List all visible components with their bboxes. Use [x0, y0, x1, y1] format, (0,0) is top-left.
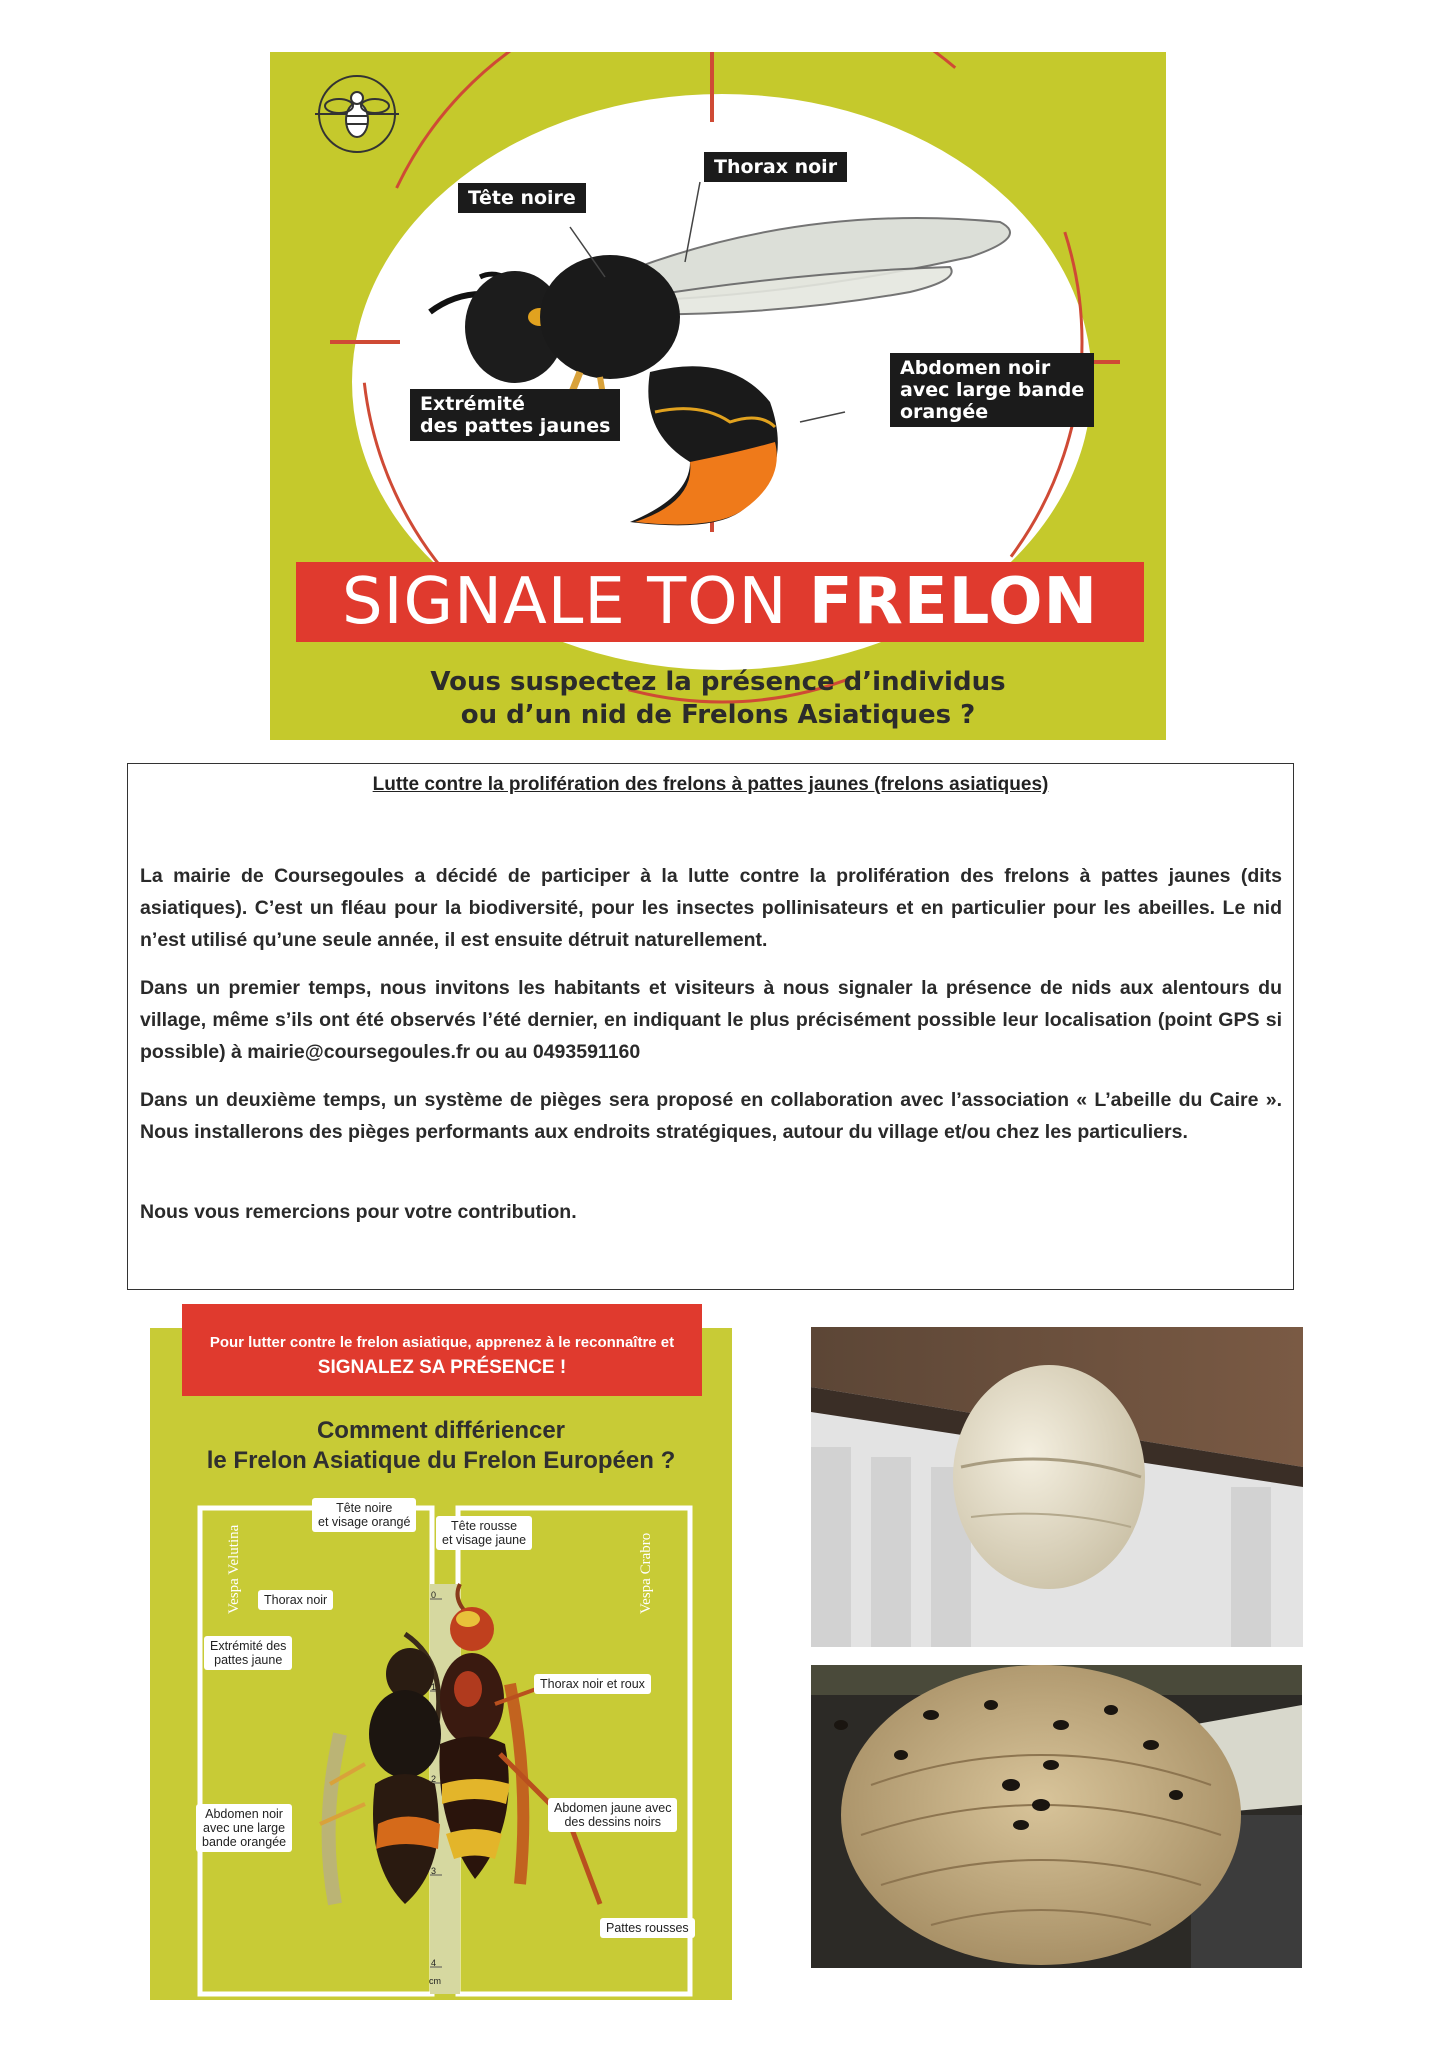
comparison-title-line1: Comment différiencer — [316, 1417, 566, 1444]
info-title: Lutte contre la prolifération des frelons à pattes jaunes (frelons asiatiques) — [372, 774, 1049, 795]
callout-abdomen-line3: orangée — [900, 401, 989, 423]
callout-pattes-line1: Extrémité — [420, 393, 525, 415]
right-species-label: Vespa Crabro — [638, 1532, 654, 1614]
ruler-3: 3 — [431, 1866, 437, 1876]
left-label-abdomen — [196, 1804, 292, 1852]
callout-thorax — [704, 152, 847, 182]
right-label-pattes-text: Pattes rousses — [606, 1921, 689, 1935]
right-label-abdomen-line2: des dessins noirs — [564, 1815, 662, 1829]
info-box — [127, 763, 1294, 1290]
callout-tete-text: Tête noire — [468, 187, 576, 209]
ruler-0: 0 — [431, 1590, 437, 1600]
ruler-4: 4 — [431, 1958, 437, 1968]
banner-light-text: SIGNALE TON — [341, 565, 809, 639]
info-paragraph-4: Nous vous remercions pour votre contribution. — [140, 1201, 577, 1223]
right-label-tete-line1: Tête rousse — [451, 1519, 518, 1533]
ruler-unit: cm — [429, 1976, 441, 1986]
ruler-1: 1 — [431, 1682, 437, 1692]
callout-pattes-line2: des pattes jaunes — [420, 415, 611, 437]
info-paragraph-1: La mairie de Coursegoules a décidé de participer à la lutte contre la prolifération des frelons à pattes jaunes (dits asiatiques). C’est un fléau pour la biodiversité, pour les insectes pollinisateurs et en particulier pour les abeilles. Le nid n’est utilisé qu’une seule année, il est ensuite détruit naturellement. — [140, 865, 1282, 951]
right-label-abdomen-line1: Abdomen jaune avec — [554, 1801, 672, 1815]
left-label-abdomen-line2: avec une large — [203, 1821, 286, 1835]
left-label-abdomen-line1: Abdomen noir — [205, 1807, 283, 1821]
callout-abdomen-line2: avec large bande — [900, 379, 1085, 401]
right-label-abdomen — [548, 1798, 677, 1832]
left-label-thorax-text: Thorax noir — [264, 1593, 328, 1607]
info-paragraph-3: Dans un deuxième temps, un système de pièges sera proposé en collaboration avec l’association « L’abeille du Caire ». Nous installerons des pièges performants aux endroits stratégiques, autour du village et/ou chez les particuliers. — [140, 1089, 1282, 1143]
right-label-pattes — [600, 1918, 695, 1938]
hornet-poster — [270, 52, 1166, 740]
left-label-tete-line1: Tête noire — [336, 1501, 393, 1515]
right-label-tete — [436, 1516, 532, 1550]
left-label-pattes-line1: Extrémité des — [210, 1639, 287, 1653]
nest-with-hornets-photo — [811, 1665, 1302, 1968]
callout-abdomen-line1: Abdomen noir — [900, 357, 1051, 379]
callout-pattes — [410, 389, 620, 441]
nest-photo — [811, 1327, 1303, 1647]
comparison-header-line2: SIGNALEZ SA PRÉSENCE ! — [317, 1357, 567, 1378]
poster-question — [270, 666, 1166, 732]
info-paragraph-2: Dans un premier temps, nous invitons les habitants et visiteurs à nous signaler la présence de nids aux alentours du village, même s’ils ont été observés l’été dernier, en indiquant le plus précisément possible leur localisation (point GPS si possible) à mairie@coursegoules.fr ou au 0493591160 — [140, 977, 1282, 1063]
banner-bold-text: FRELON — [808, 565, 1099, 639]
right-label-thorax — [534, 1674, 651, 1694]
right-label-tete-line2: et visage jaune — [442, 1533, 527, 1547]
asian-hornet-photo — [320, 1634, 441, 1904]
comparison-title-line2: le Frelon Asiatique du Frelon Européen ? — [206, 1447, 676, 1474]
right-label-thorax-text: Thorax noir et roux — [540, 1677, 645, 1691]
left-label-pattes-line2: pattes jaune — [214, 1653, 283, 1667]
poster-question-line2: ou d’un nid de Frelons Asiatiques ? — [460, 700, 976, 730]
poster-question-line1: Vous suspectez la présence d’individus — [430, 667, 1006, 697]
bee-logo-icon — [315, 76, 399, 152]
european-hornet-photo — [439, 1584, 600, 1904]
signale-banner — [296, 562, 1144, 642]
left-species-label: Vespa Velutina — [226, 1524, 242, 1614]
left-label-abdomen-line3: bande orangée — [202, 1835, 287, 1849]
left-label-thorax — [258, 1590, 333, 1610]
left-label-pattes — [204, 1636, 292, 1670]
ruler-2: 2 — [431, 1774, 437, 1784]
comparison-header-line1: Pour lutter contre le frelon asiatique, apprenez à le reconnaître et — [209, 1334, 675, 1351]
left-label-tete-line2: et visage orangé — [318, 1515, 411, 1529]
comparison-infographic — [150, 1304, 732, 2000]
left-label-tete — [312, 1498, 416, 1532]
callout-abdomen — [890, 353, 1094, 427]
callout-tete — [458, 183, 586, 213]
callout-thorax-text: Thorax noir — [714, 156, 838, 178]
